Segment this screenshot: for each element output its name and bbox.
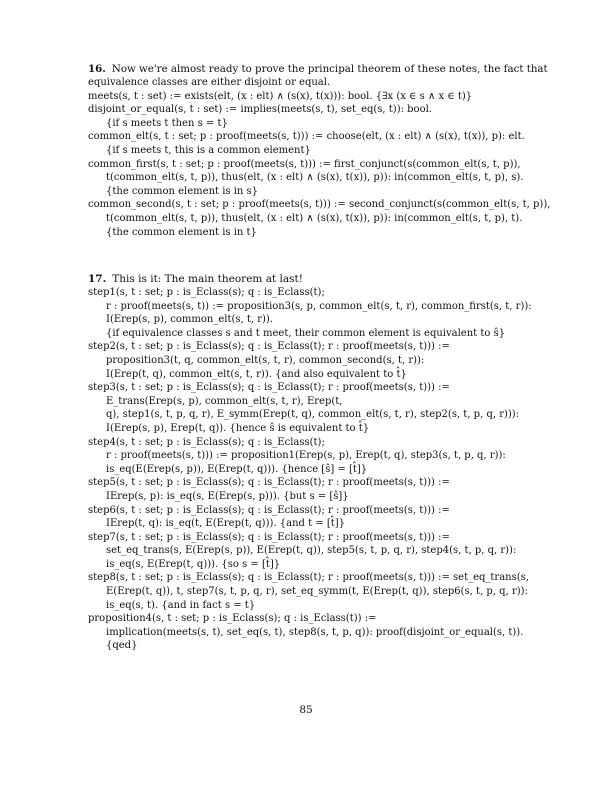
formula-line: I(Erep(t, q), common_elt(s, t, r)). {and also equivalent to t̂}: [106, 368, 407, 380]
section-17-number: 17.: [88, 273, 107, 285]
formula-line: proposition3(t, q, common_elt(s, t, r), common_second(s, t, r)):: [106, 354, 425, 366]
formula-line: step2(s, t : set; p : is_Eclass(s); q : is_Eclass(t); r : proof(meets(s, t))) :=: [88, 341, 450, 353]
formula-line: r : proof(meets(s, t)) := proposition3(s, p, common_elt(s, t, r), common_first(s, t, r)):: [106, 300, 532, 312]
formula-line: step7(s, t : set; p : is_Eclass(s); q : is_Eclass(t); r : proof(meets(s, t))) :=: [88, 531, 450, 543]
formula-line: IErep(s, p): is_eq(s, E(Erep(s, p))). {but s = [ŝ]}: [106, 490, 349, 502]
formula-line: is_eq(s, t). {and in fact s = t}: [106, 599, 256, 611]
formula-line: {if s meets t, this is a common element}: [106, 144, 311, 156]
formula-line: I(Erep(s, p), common_elt(s, t, r)).: [106, 314, 274, 326]
formula-line: q), step1(s, t, p, q, r), E_symm(Erep(t, q), common_elt(s, t, r), step2(s, t, p, q, r))):: [106, 409, 520, 421]
formula-line: {qed}: [106, 640, 138, 652]
section-17-heading: [88, 272, 558, 286]
page-number: 85: [299, 704, 313, 716]
formula-line: is_eq(s, E(Erep(t, q))). {so s = [t̂]}: [106, 558, 281, 570]
formula-line: implication(meets(s, t), set_eq(s, t), step8(s, t, p, q)): proof(disjoint_or_equal(s, t)).: [106, 626, 524, 638]
formula-line: common_elt(s, t : set; p : proof(meets(s, t))) := choose(elt, (x : elt) ∧ (s(x), t(x)), p): elt.: [88, 131, 525, 143]
formula-line: IErep(t, q): is_eq(t, E(Erep(t, q))). {and t = [t̂]}: [106, 518, 346, 530]
formula-line: t(common_elt(s, t, p)), thus(elt, (x : elt) ∧ (s(x), t(x)), p)): in(common_elt(s, t, p), t).: [106, 212, 523, 224]
section-17-lines: [88, 286, 558, 653]
section-17: [88, 272, 558, 653]
formula-line: r : proof(meets(s, t))) := proposition1(Erep(s, p), Erep(t, q), step3(s, t, p, q, r)):: [106, 450, 506, 462]
formula-line: E(Erep(t, q)), t, step7(s, t, p, q, r), set_eq_symm(t, E(Erep(t, q)), step6(s, t, p, q, r)):: [106, 586, 528, 598]
formula-line: {the common element is in s}: [106, 185, 259, 197]
formula-line: meets(s, t : set) := exists(elt, (x : elt) ∧ (s(x), t(x))): bool. {∃x (x ∈ s ∧ x ∈ t)}: [88, 90, 473, 102]
formula-line: proposition4(s, t : set; p : is_Eclass(s); q : is_Eclass(t)) :=: [88, 613, 377, 625]
formula-line: t(common_elt(s, t, p)), thus(elt, (x : elt) ∧ (s(x), t(x)), p)): in(common_elt(s, t, p), s).: [106, 172, 524, 184]
formula-line: step4(s, t : set; p : is_Eclass(s); q : is_Eclass(t);: [88, 436, 325, 448]
formula-line: I(Erep(s, p), Erep(t, q)). {hence ŝ is equivalent to t̂}: [106, 422, 370, 434]
section-17-heading-text: This is it: The main theorem at last!: [112, 273, 303, 285]
section-16-heading: [88, 62, 558, 76]
formula-line: is_eq(E(Erep(s, p)), E(Erep(t, q))). {hence [ŝ] = [t̂]}: [106, 463, 368, 475]
section-16-lines: [88, 76, 558, 239]
section-16-number: 16.: [88, 63, 106, 75]
formula-line: common_second(s, t : set; p : proof(meets(s, t))) := second_conjunct(s(common_elt(s, t, p)),: [88, 199, 551, 211]
formula-line: step1(s, t : set; p : is_Eclass(s); q : is_Eclass(t);: [88, 287, 325, 298]
formula-line: disjoint_or_equal(s, t : set) := implies(meets(s, t), set_eq(s, t)): bool.: [88, 104, 432, 116]
formula-line: E_trans(Erep(s, p), common_elt(s, t, r), Erep(t,: [106, 395, 343, 407]
formula-line: {if s meets t then s = t}: [106, 117, 228, 129]
formula-line: {if equivalence classes s and t meet, their common element is equivalent to ŝ}: [106, 327, 506, 339]
formula-line: step8(s, t : set; p : is_Eclass(s); q : is_Eclass(t); r : proof(meets(s, t))) := set_eq_trans(s,: [88, 572, 529, 584]
section-16-heading-text: Now we're almost ready to prove the principal theorem of these notes, the fact that: [111, 63, 548, 75]
formula-line: common_first(s, t : set; p : proof(meets(s, t))) := first_conjunct(s(common_elt(s, t, p)),: [88, 158, 521, 170]
formula-line: set_eq_trans(s, E(Erep(s, p)), E(Erep(t, q)), step5(s, t, p, q, r), step4(s, t, p, q, r)):: [106, 545, 517, 557]
formula-line: {the common element is in t}: [106, 226, 257, 238]
formula-line: equivalence classes are either disjoint or equal.: [88, 77, 331, 88]
formula-line: step3(s, t : set; p : is_Eclass(s); q : is_Eclass(t); r : proof(meets(s, t))) :=: [88, 382, 450, 394]
section-16: [88, 62, 558, 239]
formula-line: step6(s, t : set; p : is_Eclass(s); q : is_Eclass(t); r : proof(meets(s, t))) :=: [88, 504, 450, 516]
formula-line: step5(s, t : set; p : is_Eclass(s); q : is_Eclass(t); r : proof(meets(s, t))) :=: [88, 477, 450, 489]
